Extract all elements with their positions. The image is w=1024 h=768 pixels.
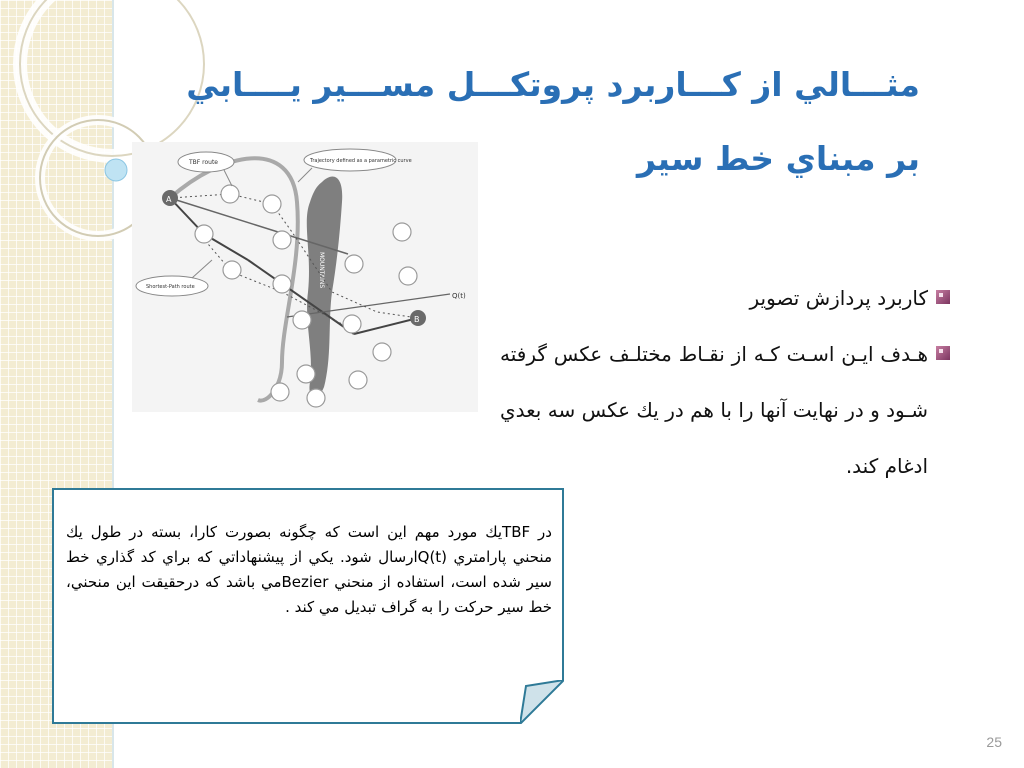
network-node (223, 261, 241, 279)
bullet-icon (936, 346, 950, 360)
node-a-label: A (166, 195, 172, 204)
network-node (343, 315, 361, 333)
path-line (354, 318, 418, 334)
mountains-label: MOUNTAINS (318, 252, 325, 289)
bullet-text: هـدف ايـن اسـت كـه از نقـاط مختلـف عكس گرفته شـود و در نهايت آنها را با هم در يك عكس سه بعدي ادغام كند. (500, 342, 928, 478)
routing-diagram (132, 142, 478, 412)
network-node (297, 365, 315, 383)
network-node (263, 195, 281, 213)
page-number: 25 (986, 734, 1002, 750)
bullet-list (500, 270, 950, 494)
network-node (273, 275, 291, 293)
bullet-icon (936, 290, 950, 304)
bullet-item (500, 270, 950, 326)
callout-pointer (298, 168, 312, 182)
shortest-path-label: Shortest-Path route (146, 284, 195, 290)
callout-pointer (224, 170, 232, 186)
network-node (273, 231, 291, 249)
network-node (345, 255, 363, 273)
bullet-text: كاربرد پردازش تصوير (749, 286, 928, 310)
routing-diagram-svg (132, 142, 478, 412)
bullet-item (500, 326, 950, 494)
network-node (399, 267, 417, 285)
network-node (195, 225, 213, 243)
title-line-2: بر مبناي خط سير (637, 139, 920, 178)
node-b-label: B (414, 315, 420, 324)
note-text: در TBFيك مورد مهم اين است كه چگونه بصورت كارا، بسته در طول يك منحني پارامتري Q(t)ارسال شود. يكي از پيشنهاداتي كه براي كد گذاري خط سير شده است، استفاده از منحني Bezierمي باشد كه درحقيقت اين منحني، خط سير حركت را به گراف تبديل مي كند . (66, 523, 552, 616)
network-node (271, 383, 289, 401)
network-node (221, 185, 239, 203)
title-line-1: مثـــالي از كـــاربرد پروتكـــل مســـير يــــابي (186, 65, 920, 104)
network-node (373, 343, 391, 361)
trajectory-label: Trajectory defined as a parametric curve (310, 158, 412, 164)
network-node (307, 389, 325, 407)
network-node (293, 311, 311, 329)
tbf-route-label: TBF route (189, 159, 218, 166)
callout-pointer (192, 260, 212, 278)
qt-label: Q(t) (452, 292, 466, 300)
folded-corner-icon (520, 680, 564, 724)
note-box (52, 488, 564, 724)
network-node (393, 223, 411, 241)
network-node (349, 371, 367, 389)
